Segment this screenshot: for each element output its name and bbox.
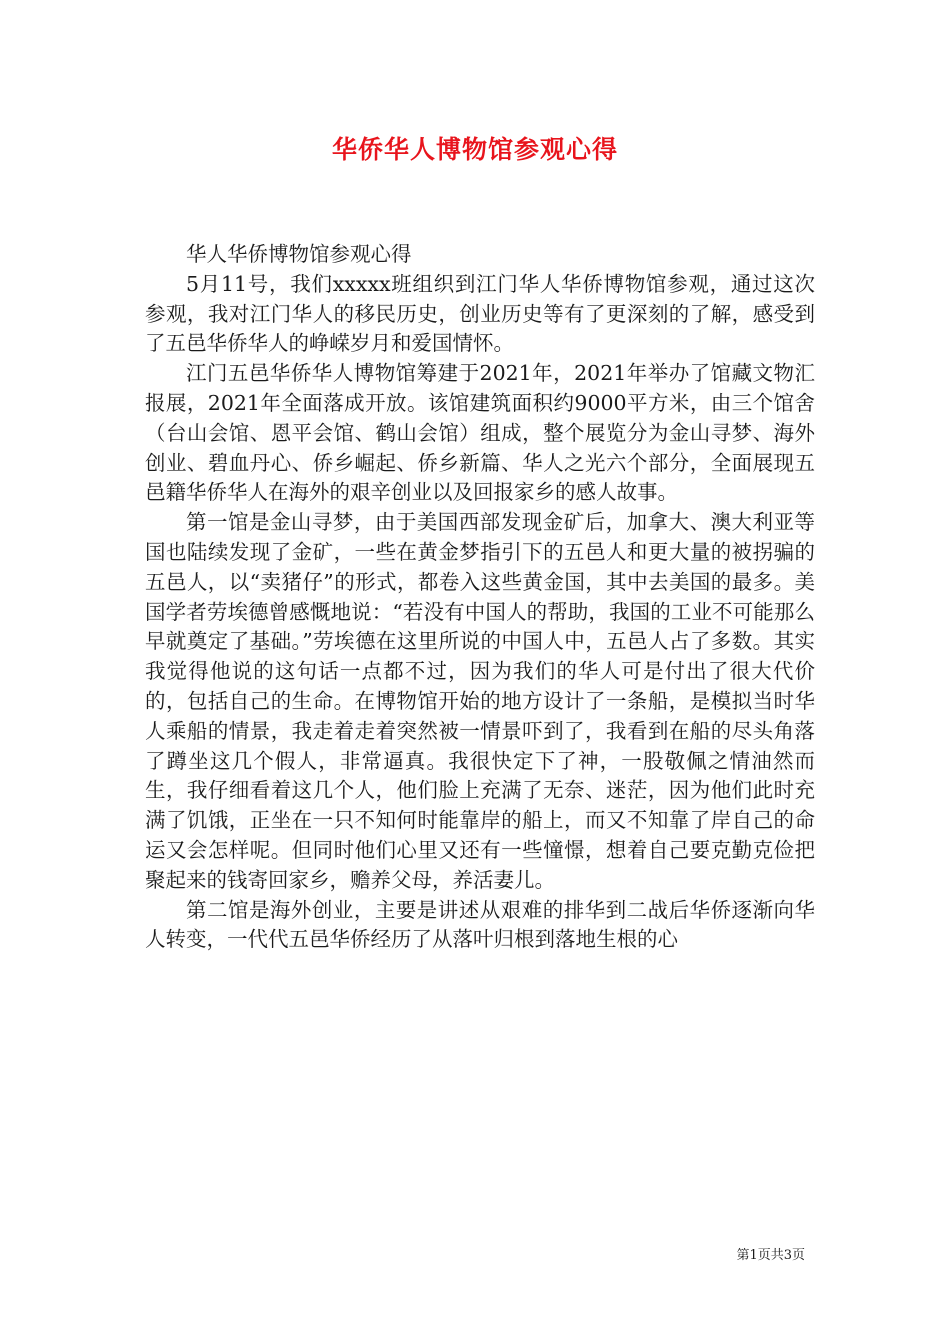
paragraph-museum-info: 江门五邑华侨华人博物馆筹建于2021年，2021年举办了馆藏文物汇报展，2021年全面落成开放。该馆建筑面积约9000平方米，由三个馆舍（台山会馆、恩平会馆、鹤山会馆）组成，整个展览分为金山寻梦、海外创业、碧血丹心、侨乡崛起、侨乡新篇、华人之光六个部分，全面展现五邑籍华侨华人在海外的艰辛创业以及回报家乡的感人故事。 — [145, 361, 815, 505]
document-title: 华侨华人博物馆参观心得 — [331, 135, 618, 164]
paragraph-subtitle: 华人华侨博物馆参观心得 — [186, 242, 412, 266]
paragraph-hall-two: 第二馆是海外创业，主要是讲述从艰难的排华到二战后华侨逐渐向华人转变，一代代五邑华侨经历了从落叶归根到落地生根的心 — [145, 897, 815, 952]
paragraph-intro: 5月11号，我们xxxxx班组织到江门华人华侨博物馆参观，通过这次参观，我对江门华人的移民历史，创业历史等有了更深刻的了解，感受到了五邑华侨华人的峥嵘岁月和爱国情怀。 — [145, 271, 815, 356]
paragraph-hall-one: 第一馆是金山寻梦，由于美国西部发现金矿后，加拿大、澳大利亚等国也陆续发现了金矿，一些在黄金梦指引下的五邑人和更大量的被拐骗的五邑人，以“卖猪仔”的形式，都卷入这些黄金国，其中去美国的最多。美国学者劳埃德曾感慨地说：“若没有中国人的帮助，我国的工业不可能那么早就奠定了基础。”劳埃德在这里所说的中国人中，五邑人占了多数。其实我觉得他说的这句话一点都不过，因为我们的华人可是付出了很大代价的，包括自己的生命。在博物馆开始的地方设计了一条船，是模拟当时华人乘船的情景，我走着走着突然被一情景吓到了，我看到在船的尽头角落了蹲坐这几个假人，非常逼真。我很快定下了神，一股敬佩之情油然而生，我仔细看着这几个人，他们脸上充满了无奈、迷茫，因为他们此时充满了饥饿，正坐在一只不知何时能靠岸的船上，而又不知靠了岸自己的命运又会怎样呢。但同时他们心里又还有一些憧憬，想着自己要克勤克俭把聚起来的钱寄回家乡，赡养父母，养活妻儿。 — [145, 510, 815, 892]
document-body — [145, 240, 815, 955]
page-number-footer: 第1页共3页 — [736, 1248, 805, 1263]
